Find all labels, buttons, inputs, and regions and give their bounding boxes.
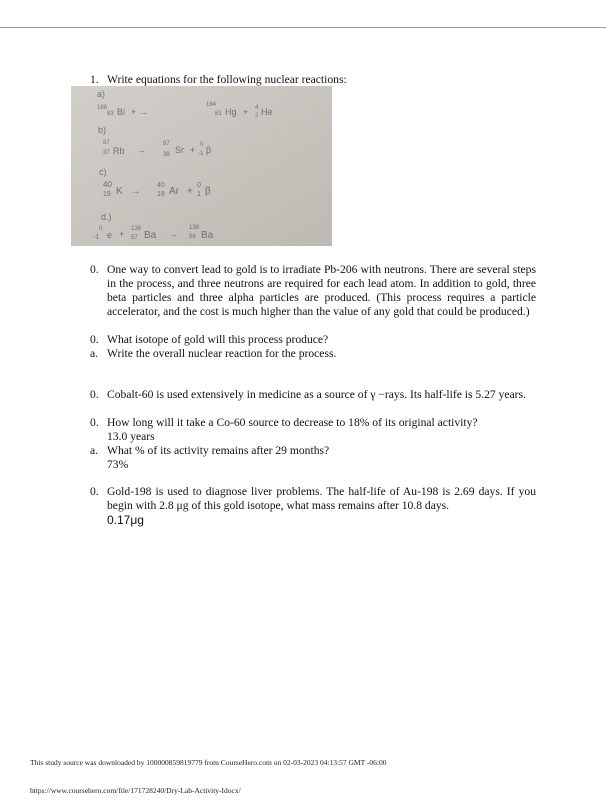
svg-text:-1: -1 [198,151,204,157]
svg-text:184: 184 [206,102,217,108]
svg-text:38: 38 [163,152,170,158]
svg-text:40: 40 [103,180,112,189]
svg-text:18: 18 [157,191,165,198]
question-3-sub-1-text: How long will it take a Co-60 source to decrease to 18% of its original activity? [107,416,478,429]
svg-text:57: 57 [131,235,138,241]
question-3-sub-2-text: What % of its activity remains after 29 months? [107,444,330,457]
reaction-d-label: d.) [101,212,112,222]
svg-text:Bi: Bi [117,107,126,117]
source-url-link[interactable]: https://www.coursehero.com/file/171728240/Dry-Lab-Activity-Idocx/ [30,786,241,795]
reaction-a-label: a) [97,89,106,99]
svg-text:→: → [137,145,146,155]
svg-text:e: e [107,230,113,240]
svg-text:β: β [205,186,211,197]
svg-text:Hg: Hg [225,107,237,117]
svg-text:83: 83 [107,111,114,117]
svg-text:0: 0 [99,226,103,232]
download-note: This study source was downloaded by 100000859819779 from CourseHero.com on 02-03-2023 04:13:57 GMT -06:00 [30,758,387,767]
svg-text:Rb: Rb [113,146,125,156]
svg-text:+: + [190,145,196,155]
svg-text:4: 4 [255,105,259,111]
handwritten-answers-photo [71,86,332,246]
svg-text:Sr: Sr [175,145,184,155]
reaction-b-label: b) [98,125,107,135]
question-2-text: One way to convert lead to gold is to irradiate Pb-206 with neutrons. There are several steps in the process, and three neutrons are required for each lead atom. In addition to gold, three beta particles and three alpha particles are produced. (This process requires a particle accelerator, and the cost is much higher than the value of any gold that could be produced.) [107,263,536,318]
question-3-sub-2-answer: 73% [107,458,129,471]
svg-text:K: K [116,186,123,197]
question-1-number: 1. [90,73,99,86]
question-2 [90,263,536,319]
header-rule [0,27,606,28]
svg-text:40: 40 [157,182,165,189]
question-2-sub-2: a. Write the overall nuclear reaction for the process. [90,347,536,361]
question-4 [90,485,536,527]
svg-text:-1: -1 [93,234,100,241]
question-3-sub-1: 0. How long will it take a Co-60 source to decrease to 18% of its original activity? 13.0 years [90,416,536,444]
svg-text:87: 87 [163,141,170,147]
question-4-text: Gold-198 is used to diagnose liver problems. The half-life of Au-198 is 2.69 days. If you begin with 2.8 μg of this gold isotope, what mass remains after 10.8 days. [107,485,536,512]
reaction-c-label: c) [99,167,107,177]
svg-text:56: 56 [189,234,196,240]
question-2-sub-1-text: What isotope of gold will this process produce? [107,333,329,346]
svg-text:+: + [119,229,125,239]
question-2-number: 0. [90,263,99,276]
svg-text:81: 81 [215,111,222,117]
svg-text:Ba: Ba [201,230,214,241]
svg-text:138: 138 [131,226,142,232]
svg-text:+: + [187,186,193,197]
question-3-sub-1-answer: 13.0 years [107,430,155,443]
question-1-text: Write equations for the following nuclear reactions: [107,73,347,86]
question-2-sub-2-text: Write the overall nuclear reaction for the process. [107,347,337,360]
svg-text:19: 19 [103,191,111,198]
question-3 [90,388,536,402]
question-3-sub-2: a. What % of its activity remains after 29 months? 73% [90,444,536,472]
svg-text:87: 87 [103,140,110,146]
svg-text:2: 2 [255,113,259,119]
question-1 [90,73,536,87]
svg-text:→: → [169,229,178,239]
question-4-answer: 0.17μg [107,513,144,527]
svg-text:37: 37 [103,150,110,156]
svg-text:138: 138 [189,225,200,231]
question-4-number: 0. [90,485,99,498]
svg-text:+ →: + → [131,107,148,117]
svg-text:0: 0 [197,182,201,189]
question-3-number: 0. [90,388,99,401]
svg-text:188: 188 [97,105,108,111]
svg-text:→: → [131,186,141,197]
svg-text:+: + [243,107,249,117]
svg-text:Ar: Ar [169,186,179,197]
svg-text:β: β [206,145,212,155]
question-3-text: Cobalt-60 is used extensively in medicine as a source of γ −rays. Its half-life is 5.27 years. [107,388,526,401]
svg-text:0: 0 [200,142,204,148]
svg-text:He: He [261,107,273,117]
svg-text:1: 1 [197,191,201,198]
question-2-sub-1: 0. What isotope of gold will this process produce? [90,333,536,347]
svg-text:Ba: Ba [144,230,157,241]
